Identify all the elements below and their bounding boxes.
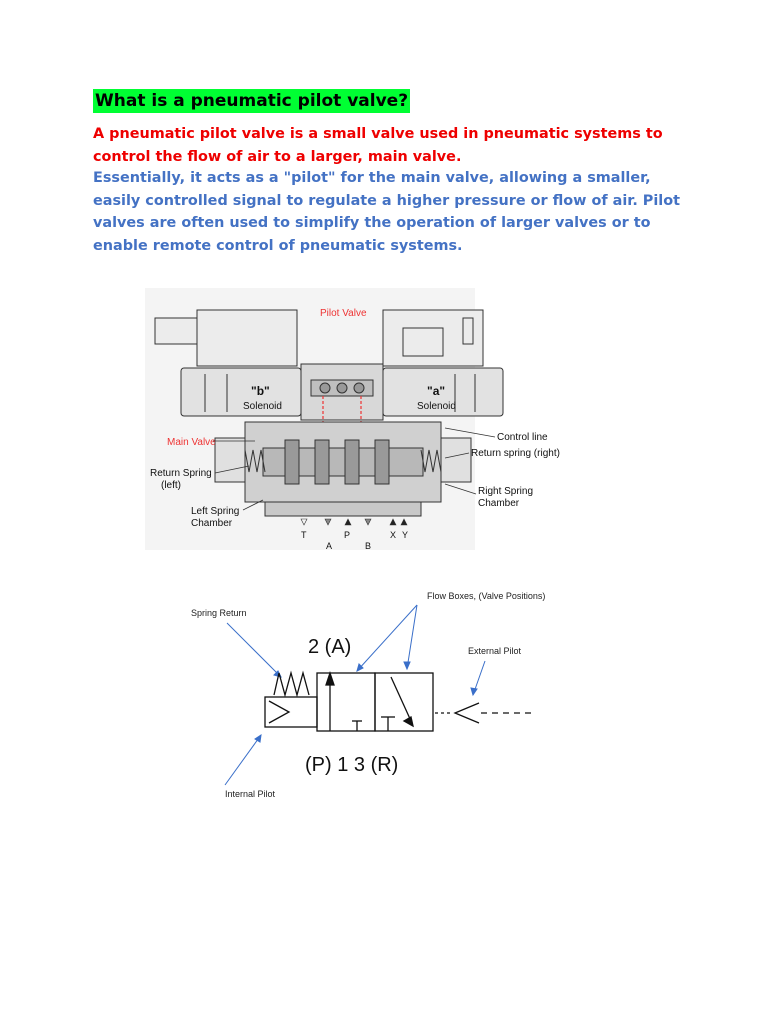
solenoid-a-label: Solenoid (417, 401, 456, 412)
internal-pilot-triangle (269, 701, 289, 723)
port-b-label: B (365, 541, 372, 551)
flow-boxes-label: Flow Boxes, (Valve Positions) (427, 591, 546, 601)
return-spring-right-label: Return spring (right) (471, 448, 560, 459)
ports-bottom-label: (P) 1 3 (R) (305, 754, 399, 776)
internal-pilot-box (265, 697, 317, 727)
port-y-label: Y (402, 530, 409, 540)
external-pilot-label: External Pilot (468, 646, 522, 656)
main-valve-body (215, 422, 471, 502)
solenoid-b (181, 368, 301, 416)
control-line-label: Control line (497, 432, 548, 443)
valve-symbol (265, 673, 535, 731)
valve-symbol-diagram (185, 585, 585, 805)
external-pilot-triangle (455, 703, 479, 723)
pilot-valve-cross-section-diagram (145, 288, 560, 551)
pilot-valve-body (301, 364, 383, 420)
return-spring-left-label: Return Spring (150, 468, 212, 479)
solenoid-a-letter: "a" (427, 384, 446, 398)
page-title: What is a pneumatic pilot valve? (95, 91, 409, 111)
spring-return-label: Spring Return (191, 608, 247, 618)
right-spring-chamber-label: Right Spring (478, 486, 534, 497)
left-spring-chamber-sub: Chamber (191, 518, 233, 529)
right-spring-chamber-sub: Chamber (478, 498, 520, 509)
definition-paragraph: A pneumatic pilot valve is a small valve used in pneumatic systems to control the flow of air to a larger, main valve. (93, 126, 663, 165)
main-valve-label: Main Valve (167, 437, 216, 448)
flow-box-left (317, 673, 375, 731)
internal-pilot-label: Internal Pilot (225, 789, 276, 799)
flow-box-right (375, 673, 433, 731)
explanation-paragraph: Essentially, it acts as a "pilot" for the main valve, allowing a smaller, easily controlled signal to regulate a higher pressure or flow of air. Pilot valves are often used to simplify the operation of larger valves or to enable remote control of pneumatic systems. (93, 170, 680, 254)
port-p-label: P (344, 530, 351, 540)
solenoid-b-letter: "b" (251, 384, 270, 398)
port-block (265, 502, 421, 516)
port-x-label: X (390, 530, 397, 540)
port-a-label: A (326, 541, 333, 551)
return-spring-left-sub: (left) (161, 480, 181, 491)
left-spring-chamber-label: Left Spring (191, 506, 240, 517)
spring-symbol (274, 673, 309, 695)
pilot-valve-label: Pilot Valve (320, 308, 367, 319)
port-2a-label: 2 (A) (308, 636, 352, 658)
solenoid-b-label: Solenoid (243, 401, 282, 412)
port-t-label: T (301, 530, 307, 540)
